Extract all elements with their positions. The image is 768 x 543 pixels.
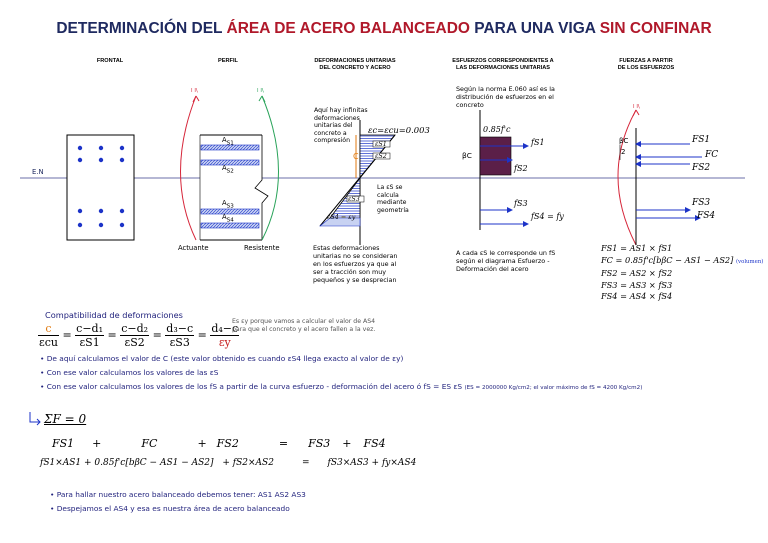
sum-row-1: FS1 + FC + FS2 = FS3 + FS4	[52, 437, 386, 450]
label-beta-c: βC	[462, 151, 472, 160]
title-part-3: PARA UNA VIGA	[469, 20, 600, 37]
label-Fs4: FS4	[697, 211, 716, 221]
eq-fs2: FS2 = AS2 × fS2	[601, 268, 673, 278]
label-actuante-arrow: l l\	[191, 88, 198, 94]
title-part-1: DETERMINACIÓN DEL	[56, 20, 227, 37]
header-esf-line-1: ESFUERZOS CORRESPONDIENTES A	[452, 58, 554, 64]
label-es4: εS4 = εy	[327, 213, 356, 221]
compat-bullet-2: • Con ese valor calculamos los valores de las εS	[40, 368, 219, 377]
sum-heading: ΣF = 0	[44, 412, 87, 426]
label-085fc: 0.85f'c	[483, 125, 511, 134]
label-es1: εS1	[375, 140, 387, 148]
header-esf-line-2: LAS DEFORMACIONES UNITARIAS	[455, 65, 551, 71]
label-Fc: FC	[705, 150, 719, 160]
compat-bullet-1: • De aquí calculamos el valor de C (este valor obtenido es cuando εS4 llega exacto al valor de εy)	[40, 354, 404, 363]
label-fs3: fS3	[514, 199, 528, 208]
eq-fs1: FS1 = AS1 × fS1	[601, 243, 673, 253]
frontal-section	[67, 135, 134, 240]
label-fs1: fS1	[531, 138, 545, 147]
header-deform-line-1: DEFORMACIONES UNITARIAS	[314, 58, 396, 64]
compat-bullet-3: • Con ese valor calculamos los valores de los fS a partir de la curva esfuerzo - deformación del acero ó fS = ES εS (ES = 2000000 Kg/cm2; el valor máximo de fS = 4200 Kg/cm2)	[40, 382, 643, 391]
note-es-geometria: La εS se calcula mediante geometría	[377, 184, 409, 214]
header-fuerzas-line-1: FUERZAS A PARTIR	[619, 58, 673, 64]
note-traccion: Estas deformaciones unitarias no se consideran en los esfuerzos ya que al ser a tracción son muy pequeños y se desprecian	[313, 244, 398, 284]
header-fuerzas-line-2: DE LOS ESFUERZOS	[617, 65, 675, 71]
note-infinitas: Aquí hay infinitas deformaciones unitarias del concreto a compresión	[314, 107, 368, 145]
title-part-2: ÁREA DE ACERO BALANCEADO	[226, 20, 470, 37]
label-fs4: fS4 = fy	[531, 212, 564, 221]
compat-heading: Compatibilidad de deformaciones	[45, 310, 183, 320]
label-es2: εS2	[375, 152, 387, 160]
eq-fc: FC = 0.85f'c[bβC − AS1 − AS2] (volumen)	[601, 254, 764, 265]
compat-note: Es εy porque vamos a calcular el valor de AS4 para que el concreto y el acero fallen a la vez.	[232, 318, 376, 333]
note-acero: A cada εS le corresponde un fS según el diagrama Esfuerzo - Deformación del acero	[456, 249, 556, 273]
label-Fs2: FS2	[692, 163, 711, 173]
label-force-bc: βC	[619, 137, 629, 145]
label-force-two: 2	[621, 148, 626, 156]
label-Fs3: FS3	[692, 198, 711, 208]
eq-fs3: FS3 = AS3 × fS3	[601, 279, 673, 290]
label-ecu: εc=εcu=0.003	[368, 125, 430, 135]
label-es3: εS3	[348, 195, 360, 203]
force-equations	[601, 243, 763, 303]
header-perfil: PERFIL	[218, 58, 238, 64]
header-deform-line-2: DEL CONCRETO Y ACERO	[319, 65, 391, 71]
label-as1: $A_{S1}$	[222, 136, 234, 147]
sum-row-2: fS1×AS1 + 0.85f'c[bβC − AS1 − AS2] + fS2×AS2 = fS3×AS3 + fy×AS4	[40, 458, 417, 468]
compat-equation: $\frac{c}{\text{εcu}}$ = $\frac{\text{c−d₁}}{\varepsilon S1}$ = $\frac{\text{c−d₂}}{\varepsilon S2}$ = $\frac{\text{d₃−c}}{\varepsilon S3}$ = $\frac{\text{d₄−c}}{\varepsilon y}$	[39, 322, 239, 349]
label-force-arrow: l l\	[633, 104, 640, 110]
sum-bullet-1: • Para hallar nuestro acero balanceado debemos tener: AS1 AS2 AS3	[50, 490, 306, 499]
label-as4: $A_{S4}$	[222, 213, 234, 224]
eq-fs4: FS4 = AS4 × fS4	[601, 291, 673, 301]
label-actuante: Actuante	[178, 244, 209, 252]
label-Fs1: FS1	[692, 135, 711, 145]
label-resistente: Resistente	[244, 244, 280, 252]
neutral-axis-label: E.N	[32, 168, 44, 176]
label-as2: $A_{S2}$	[222, 164, 234, 175]
sum-bullet-2: • Despejamos el AS4 y esa es nuestra área de acero balanceado	[50, 504, 290, 513]
label-c-depth: C	[353, 152, 359, 161]
title-part-4: SIN CONFINAR	[599, 20, 712, 37]
label-fs2: fS2	[514, 164, 528, 173]
label-resistente-arrow: l l\	[257, 88, 264, 94]
stress-block	[480, 137, 511, 175]
header-frontal: FRONTAL	[96, 58, 124, 64]
label-as3: $A_{S3}$	[222, 199, 234, 210]
note-norma: Según la norma E.060 así es la distribución de esfuerzos en el concreto	[456, 85, 555, 109]
